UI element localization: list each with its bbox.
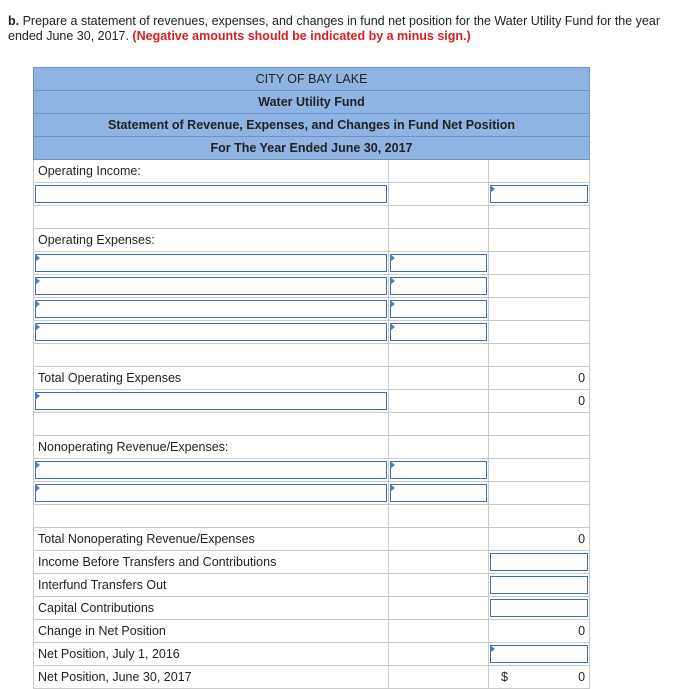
instruction-warning: (Negative amounts should be indicated by a minus sign.): [132, 29, 471, 43]
operating-expense-account-input-4[interactable]: [35, 323, 387, 341]
dropdown-marker-icon: [490, 185, 495, 193]
header-entity: CITY OF BAY LAKE: [34, 68, 590, 91]
operating-expense-account-input-3[interactable]: [35, 300, 387, 318]
currency-symbol: $: [501, 670, 508, 684]
dropdown-marker-icon: [35, 461, 40, 469]
dropdown-marker-icon: [390, 277, 395, 285]
total-nonoperating-value: 0: [489, 528, 590, 551]
capital-contributions-label: Capital Contributions: [34, 597, 389, 620]
change-in-net-position-value: 0: [489, 620, 590, 643]
income-before-transfers-label: Income Before Transfers and Contributions: [34, 551, 389, 574]
nonoperating-label: Nonoperating Revenue/Expenses:: [34, 436, 389, 459]
dropdown-marker-icon: [490, 645, 495, 653]
nonoperating-amount-input-2[interactable]: [390, 484, 487, 502]
dropdown-marker-icon: [390, 461, 395, 469]
nonoperating-amount-input-1[interactable]: [390, 461, 487, 479]
instructions: [8, 14, 668, 44]
operating-expense-amount-input-1[interactable]: [390, 254, 487, 272]
operating-expense-amount-input-3[interactable]: [390, 300, 487, 318]
part-label: b.: [8, 14, 20, 28]
dropdown-marker-icon: [390, 300, 395, 308]
total-operating-expenses-value: 0: [489, 367, 590, 390]
operating-expense-amount-input-4[interactable]: [390, 323, 487, 341]
total-operating-expenses-label: Total Operating Expenses: [34, 367, 389, 390]
operating-income-amount-input[interactable]: [490, 185, 588, 203]
net-position-begin-label: Net Position, July 1, 2016: [34, 643, 389, 666]
dropdown-marker-icon: [35, 254, 40, 262]
operating-income-account-input[interactable]: [35, 185, 387, 203]
header-period: For The Year Ended June 30, 2017: [34, 137, 590, 160]
dropdown-marker-icon: [390, 484, 395, 492]
change-in-net-position-label: Change in Net Position: [34, 620, 389, 643]
header-statement: Statement of Revenue, Expenses, and Changes in Fund Net Position: [34, 114, 590, 137]
net-position-end-value: 0: [578, 670, 586, 684]
total-nonoperating-label: Total Nonoperating Revenue/Expenses: [34, 528, 389, 551]
interfund-transfers-input[interactable]: [490, 576, 588, 594]
dropdown-marker-icon: [390, 323, 395, 331]
net-position-end-cell: [489, 666, 590, 689]
header-fund: Water Utility Fund: [34, 91, 590, 114]
interfund-transfers-label: Interfund Transfers Out: [34, 574, 389, 597]
dropdown-marker-icon: [35, 484, 40, 492]
operating-expense-account-input-1[interactable]: [35, 254, 387, 272]
dropdown-marker-icon: [35, 300, 40, 308]
net-position-end-label: Net Position, June 30, 2017: [34, 666, 389, 689]
operating-expense-amount-input-2[interactable]: [390, 277, 487, 295]
operating-result-label-input[interactable]: [35, 392, 387, 410]
dropdown-marker-icon: [35, 277, 40, 285]
operating-expenses-label: Operating Expenses:: [34, 229, 389, 252]
income-before-transfers-input[interactable]: [490, 553, 588, 571]
instruction-text: Prepare a statement of revenues, expenses, and changes in fund net position for the Water Utility Fund for the year ended June 30, 2017.: [8, 14, 660, 43]
operating-expense-account-input-2[interactable]: [35, 277, 387, 295]
fund-statement-table: [33, 67, 590, 689]
nonoperating-account-input-1[interactable]: [35, 461, 387, 479]
net-position-begin-input[interactable]: [490, 645, 588, 663]
operating-income-label: Operating Income:: [34, 160, 389, 183]
capital-contributions-input[interactable]: [490, 599, 588, 617]
dropdown-marker-icon: [35, 392, 40, 400]
nonoperating-account-input-2[interactable]: [35, 484, 387, 502]
operating-result-value: 0: [489, 390, 590, 413]
dropdown-marker-icon: [390, 254, 395, 262]
dropdown-marker-icon: [35, 323, 40, 331]
